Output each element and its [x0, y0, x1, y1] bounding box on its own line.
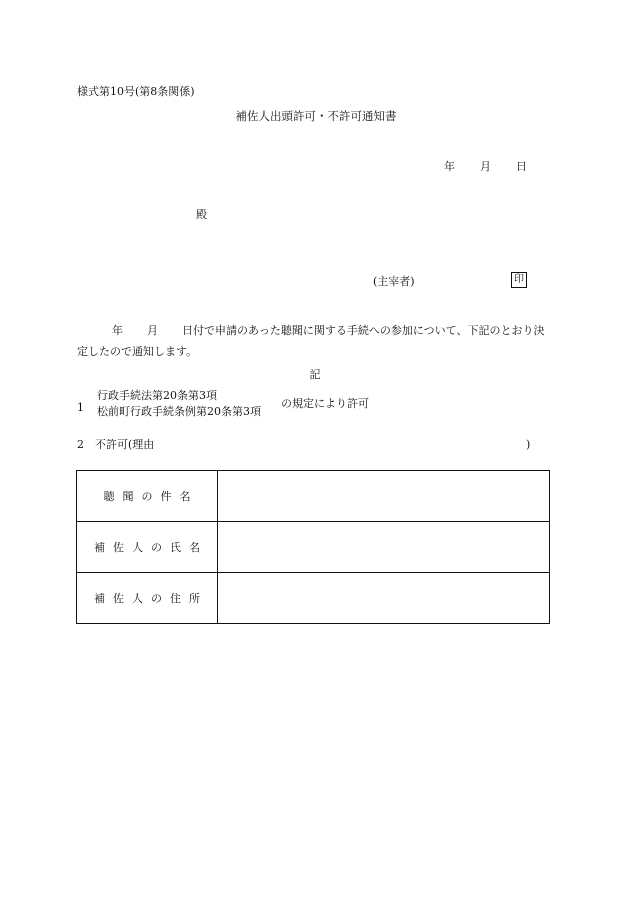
- body-text: 日付で申請のあった聴聞に関する手続への参加について、下記のとおり決定したので通知します。: [77, 324, 545, 358]
- form-number: 様式第10号(第8条関係): [77, 85, 195, 98]
- item2-label: 2 不許可(理由: [77, 438, 155, 451]
- item1-number: 1: [77, 401, 84, 414]
- table-row: [77, 471, 550, 522]
- row-label-assistant-name: 補佐人の氏名: [77, 522, 218, 573]
- item1-suffix: の規定により許可: [281, 397, 369, 410]
- issuer-label: (主宰者): [373, 275, 415, 288]
- date-year: 年: [444, 160, 455, 173]
- ki-heading: 記: [309, 368, 321, 381]
- document-title-text: 補佐人出頭許可・不許可通知書: [235, 109, 397, 123]
- item1-law-line2: 松前町行政手続条例第20条第3項: [97, 405, 261, 418]
- body-year: 年: [112, 324, 123, 337]
- table-row: [77, 522, 550, 573]
- info-table: [76, 470, 550, 624]
- row-value-hearing-subject[interactable]: [218, 471, 550, 522]
- item2-close-paren: ): [526, 438, 531, 451]
- addressee-suffix: 殿: [196, 208, 207, 221]
- row-label-assistant-address: 補佐人の住所: [77, 573, 218, 624]
- item1-law-line1: 行政手続法第20条第3項: [97, 389, 217, 402]
- row-value-assistant-address[interactable]: [218, 573, 550, 624]
- date-month: 月: [480, 160, 491, 173]
- table-row: [77, 573, 550, 624]
- date-day: 日: [516, 160, 527, 173]
- seal-mark: 印: [511, 272, 527, 288]
- document-title: [0, 111, 630, 123]
- body-paragraph: [77, 320, 555, 362]
- row-label-hearing-subject: 聴聞の件名: [77, 471, 218, 522]
- row-value-assistant-name[interactable]: [218, 522, 550, 573]
- body-month: 月: [147, 324, 158, 337]
